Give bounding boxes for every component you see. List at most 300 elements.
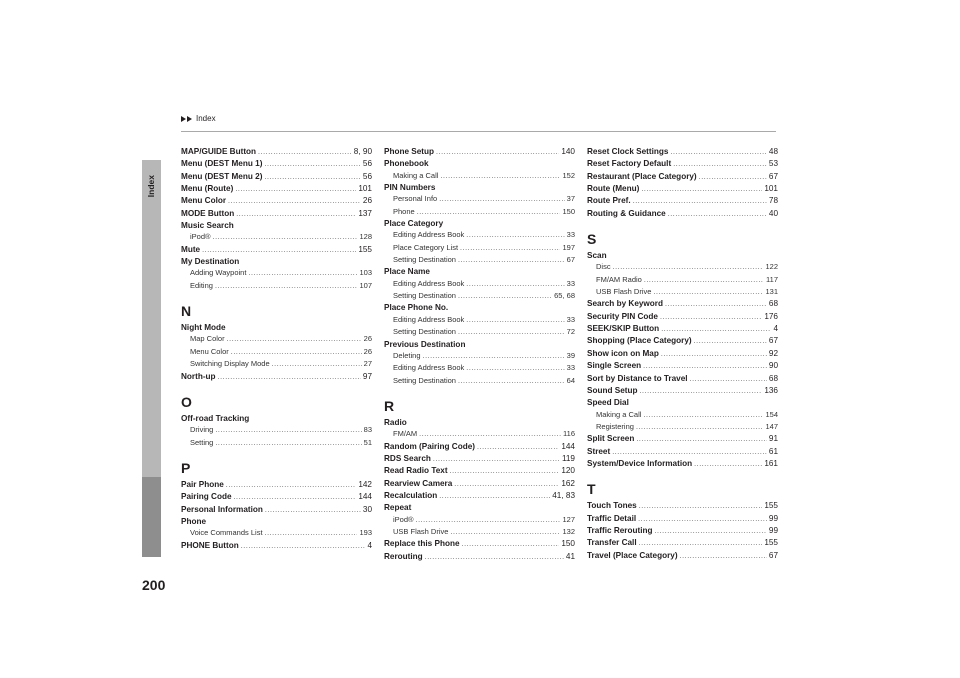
entry-title: Travel (Place Category): [587, 550, 678, 560]
entry-page: 101: [358, 184, 372, 194]
leader-dots: [419, 429, 561, 440]
entry-title: MODE Button: [181, 208, 235, 218]
entry-page: 56: [362, 159, 372, 169]
entry-page: 147: [765, 421, 778, 431]
section-letter: O: [181, 393, 192, 410]
entry-page: 72: [566, 327, 575, 337]
index-subentry[interactable]: [384, 375, 575, 387]
index-subentry[interactable]: [384, 206, 575, 218]
entry-title: FM/AM: [393, 429, 418, 439]
leader-dots: [458, 291, 552, 302]
index-entry[interactable]: [587, 360, 778, 372]
entry-page: 48: [768, 147, 778, 156]
entry-title: USB Flash Drive: [393, 526, 449, 536]
index-subentry[interactable]: [181, 527, 372, 539]
entry-title: Voice Commands List: [190, 528, 263, 538]
index-entry[interactable]: [587, 158, 778, 170]
entry-title: Rearview Camera: [384, 478, 453, 488]
section-letter: T: [587, 481, 596, 498]
double-arrow-icon: [181, 116, 192, 122]
leader-dots: [612, 447, 767, 458]
leader-dots: [423, 351, 565, 362]
entry-title: Place Category List: [393, 242, 459, 252]
breadcrumb: [181, 114, 216, 123]
index-subentry[interactable]: [384, 514, 575, 526]
entry-page: 56: [362, 171, 372, 181]
entry-title: FM/AM Radio: [596, 274, 642, 284]
leader-dots: [661, 349, 767, 360]
leader-dots: [694, 336, 767, 347]
index-subentry[interactable]: [181, 358, 372, 370]
entry-page: 78: [768, 196, 778, 206]
leader-dots: [460, 243, 560, 254]
entry-page: 132: [562, 526, 575, 536]
index-entry[interactable]: [384, 478, 575, 490]
leader-dots: [202, 245, 356, 256]
entry-title: Menu Color: [190, 346, 229, 356]
leader-dots: [213, 232, 358, 243]
leader-dots: [458, 327, 565, 338]
index-subentry[interactable]: [587, 261, 778, 273]
index-entry[interactable]: [181, 146, 372, 158]
entry-page: 136: [764, 385, 778, 395]
leader-dots: [264, 172, 360, 183]
entry-title: North-up: [181, 371, 216, 381]
entry-title: SEEK/SKIP Button: [587, 324, 660, 334]
index-heading: Phonebook: [384, 159, 429, 169]
entry-title: Random (Pairing Code): [384, 441, 475, 451]
leader-dots: [226, 480, 357, 491]
leader-dots: [248, 268, 357, 279]
entry-title: Route (Menu): [587, 184, 640, 194]
entry-title: Switching Display Mode: [190, 359, 270, 369]
entry-title: Personal Information: [181, 504, 263, 514]
leader-dots: [258, 147, 352, 158]
index-subentry[interactable]: [587, 421, 778, 433]
entry-title: Read Radio Text: [384, 466, 448, 476]
entry-title: Driving: [190, 425, 214, 435]
index-entry[interactable]: [587, 550, 778, 562]
entry-title: Phone: [393, 206, 415, 216]
entry-page: 154: [765, 409, 778, 419]
entry-page: 99: [768, 525, 778, 535]
entry-title: Deleting: [393, 350, 421, 360]
leader-dots: [439, 491, 550, 502]
entry-page: 193: [359, 528, 372, 538]
entry-page: 30: [362, 504, 372, 514]
leader-dots: [218, 372, 361, 383]
index-heading: Music Search: [181, 221, 234, 231]
index-entry[interactable]: [587, 513, 778, 525]
index-heading: Scan: [587, 251, 607, 261]
index-heading: Radio: [384, 417, 407, 427]
index-entry[interactable]: [587, 373, 778, 385]
index-entry[interactable]: [181, 371, 372, 383]
entry-page: 150: [562, 206, 575, 216]
leader-dots: [673, 159, 767, 170]
entry-title: Editing: [190, 280, 213, 290]
entry-title: Sort by Distance to Travel: [587, 373, 688, 383]
entry-title: Editing Address Book: [393, 363, 465, 373]
index-entry[interactable]: [384, 490, 575, 502]
entry-page: 41: [565, 551, 575, 561]
entry-title: USB Flash Drive: [596, 287, 652, 297]
entry-page: 197: [562, 242, 575, 252]
leader-dots: [680, 551, 767, 562]
entry-title: Mute: [181, 244, 201, 254]
index-entry[interactable]: [587, 458, 778, 470]
entry-title: Search by Keyword: [587, 299, 663, 309]
entry-title: Sound Setup: [587, 385, 638, 395]
entry-page: 83: [363, 425, 372, 435]
entry-title: Reset Clock Settings: [587, 147, 669, 156]
entry-page: 176: [764, 311, 778, 321]
entry-title: Adding Waypoint: [190, 268, 247, 278]
index-subentry[interactable]: [587, 274, 778, 286]
index-entry[interactable]: [181, 540, 372, 552]
leader-dots: [670, 147, 766, 158]
leader-dots: [425, 552, 564, 563]
entry-page: 117: [766, 274, 778, 284]
leader-dots: [215, 281, 358, 292]
entry-page: 33: [566, 363, 575, 373]
leader-dots: [644, 275, 764, 286]
index-subentry[interactable]: [384, 428, 575, 440]
entry-title: System/Device Information: [587, 458, 693, 468]
leader-dots: [439, 194, 564, 205]
index-entry[interactable]: [384, 551, 575, 563]
index-entry[interactable]: [587, 446, 778, 458]
leader-dots: [643, 410, 763, 421]
page-number: 200: [142, 577, 166, 593]
entry-title: Editing Address Book: [393, 314, 465, 324]
entry-page: 137: [358, 208, 372, 218]
index-entry[interactable]: [587, 195, 778, 207]
entry-title: Transfer Call: [587, 538, 637, 548]
entry-title: Personal Info: [393, 194, 438, 204]
index-column-3: [587, 146, 778, 562]
entry-page: 91: [768, 434, 778, 444]
index-entry[interactable]: [587, 525, 778, 537]
entry-page: 4: [367, 540, 372, 550]
entry-title: Map Color: [190, 334, 225, 344]
entry-page: 26: [363, 334, 372, 344]
leader-dots: [643, 361, 767, 372]
entry-page: 67: [768, 336, 778, 346]
index-entry[interactable]: [587, 311, 778, 323]
index-subentry[interactable]: [384, 229, 575, 241]
index-entry[interactable]: [181, 504, 372, 516]
index-entry[interactable]: [384, 453, 575, 465]
entry-title: Route Pref.: [587, 196, 631, 206]
leader-dots: [653, 287, 763, 298]
leader-dots: [231, 347, 362, 358]
leader-dots: [665, 299, 767, 310]
leader-dots: [466, 279, 564, 290]
entry-title: PHONE Button: [181, 540, 239, 550]
entry-title: Setting Destination: [393, 255, 456, 265]
index-entry[interactable]: [587, 298, 778, 310]
entry-title: Touch Tones: [587, 501, 637, 511]
index-entry[interactable]: [181, 491, 372, 503]
entry-page: 150: [561, 539, 575, 549]
index-entry[interactable]: [587, 183, 778, 195]
leader-dots: [264, 159, 360, 170]
index-entry[interactable]: [181, 158, 372, 170]
index-entry[interactable]: [587, 323, 778, 335]
index-heading: Repeat: [384, 503, 412, 513]
entry-page: 161: [764, 458, 778, 468]
leader-dots: [661, 324, 771, 335]
entry-title: Reset Factory Default: [587, 159, 672, 169]
leader-dots: [690, 374, 767, 385]
index-entry[interactable]: [587, 171, 778, 183]
index-subentry[interactable]: [384, 526, 575, 538]
entry-title: Setting: [190, 437, 214, 447]
entry-title: Pair Phone: [181, 479, 224, 489]
entry-page: 67: [768, 171, 778, 181]
entry-title: Making a Call: [596, 409, 642, 419]
entry-page: 64: [566, 375, 575, 385]
entry-page: 155: [764, 501, 778, 511]
leader-dots: [235, 184, 356, 195]
index-entry[interactable]: [384, 146, 575, 158]
index-column-2: [384, 146, 575, 563]
entry-page: 68: [768, 373, 778, 383]
index-entry[interactable]: [181, 479, 372, 491]
entry-page: 33: [566, 314, 575, 324]
index-subentry[interactable]: [384, 314, 575, 326]
entry-title: Menu (DEST Menu 1): [181, 159, 263, 169]
index-entry[interactable]: [587, 208, 778, 220]
entry-title: Show icon on Map: [587, 348, 659, 358]
leader-dots: [265, 505, 361, 516]
leader-dots: [450, 527, 560, 538]
entry-page: 33: [566, 278, 575, 288]
entry-title: Security PIN Code: [587, 311, 658, 321]
entry-title: RDS Search: [384, 453, 431, 463]
entry-title: Editing Address Book: [393, 278, 465, 288]
entry-title: iPod®: [190, 232, 211, 242]
index-entry[interactable]: [384, 538, 575, 550]
leader-dots: [633, 196, 767, 207]
leader-dots: [236, 209, 356, 220]
leader-dots: [417, 207, 561, 218]
entry-title: Split Screen: [587, 434, 635, 444]
index-subentry[interactable]: [384, 362, 575, 374]
index-entry[interactable]: [181, 171, 372, 183]
leader-dots: [466, 315, 564, 326]
entry-page: 39: [566, 350, 575, 360]
entry-page: 61: [768, 446, 778, 456]
leader-dots: [416, 515, 561, 526]
index-entry[interactable]: [181, 183, 372, 195]
index-entry[interactable]: [587, 146, 778, 158]
index-heading: Night Mode: [181, 323, 226, 333]
entry-page: 26: [362, 196, 372, 206]
index-column-1: [181, 146, 372, 552]
entry-title: Registering: [596, 421, 634, 431]
entry-title: Menu (Route): [181, 184, 234, 194]
entry-page: 131: [765, 287, 778, 297]
index-heading: Place Phone No.: [384, 303, 449, 313]
entry-title: Pairing Code: [181, 492, 232, 502]
index-subentry[interactable]: [587, 286, 778, 298]
index-heading: Place Name: [384, 267, 430, 277]
entry-page: 127: [562, 514, 575, 524]
index-subentry[interactable]: [181, 437, 372, 449]
entry-page: 90: [768, 361, 778, 371]
leader-dots: [655, 526, 767, 537]
entry-title: Setting Destination: [393, 375, 456, 385]
index-subentry[interactable]: [181, 231, 372, 243]
entry-title: Traffic Rerouting: [587, 525, 653, 535]
entry-page: 8, 90: [353, 147, 372, 156]
leader-dots: [440, 171, 560, 182]
entry-page: 122: [765, 262, 778, 272]
section-letter: N: [181, 303, 192, 320]
index-subentry[interactable]: [384, 254, 575, 266]
entry-page: 4: [773, 324, 778, 334]
index-subentry[interactable]: [181, 267, 372, 279]
entry-page: 67: [768, 550, 778, 560]
index-heading: Phone: [181, 516, 207, 526]
entry-page: 144: [561, 441, 575, 451]
section-letter: P: [181, 459, 191, 476]
index-entry[interactable]: [181, 208, 372, 220]
entry-title: Replace this Phone: [384, 539, 460, 549]
entry-page: 97: [362, 371, 372, 381]
entry-page: 33: [566, 230, 575, 240]
leader-dots: [454, 479, 559, 490]
leader-dots: [433, 454, 560, 465]
index-entry[interactable]: [384, 441, 575, 453]
leader-dots: [613, 262, 764, 273]
index-subentry[interactable]: [181, 424, 372, 436]
section-letter: R: [384, 397, 395, 414]
entry-title: Menu (DEST Menu 2): [181, 171, 263, 181]
index-subentry[interactable]: [384, 290, 575, 302]
entry-page: 99: [768, 513, 778, 523]
index-heading: Previous Destination: [384, 339, 466, 349]
entry-page: 37: [566, 194, 575, 204]
entry-page: 155: [358, 244, 372, 254]
entry-title: Setting Destination: [393, 327, 456, 337]
index-subentry[interactable]: [181, 280, 372, 292]
entry-title: Traffic Detail: [587, 513, 637, 523]
index-subentry[interactable]: [384, 170, 575, 182]
entry-page: 103: [359, 268, 372, 278]
side-tab-marker: [142, 477, 161, 557]
index-entry[interactable]: [587, 335, 778, 347]
entry-title: Disc: [596, 262, 611, 272]
index-subentry[interactable]: [384, 242, 575, 254]
index-heading: Place Category: [384, 219, 444, 229]
entry-page: 144: [358, 492, 372, 502]
index-entry[interactable]: [181, 195, 372, 207]
entry-page: 101: [764, 184, 778, 194]
entry-page: 116: [563, 429, 575, 439]
leader-dots: [477, 442, 559, 453]
entry-title: Restaurant (Place Category): [587, 171, 697, 181]
index-entry[interactable]: [587, 537, 778, 549]
entry-title: Phone Setup: [384, 147, 435, 156]
leader-dots: [462, 539, 560, 550]
entry-title: Recalculation: [384, 490, 438, 500]
leader-dots: [636, 434, 767, 445]
index-entry[interactable]: [181, 244, 372, 256]
index-subentry[interactable]: [384, 278, 575, 290]
leader-dots: [458, 376, 565, 387]
leader-dots: [639, 538, 763, 549]
entry-title: Routing & Guidance: [587, 208, 666, 218]
leader-dots: [699, 172, 767, 183]
entry-page: 128: [359, 232, 372, 242]
leader-dots: [638, 514, 767, 525]
entry-title: Menu Color: [181, 196, 227, 206]
leader-dots: [466, 363, 564, 374]
entry-page: 51: [363, 437, 372, 447]
entry-title: Rerouting: [384, 551, 423, 561]
entry-page: 53: [768, 159, 778, 169]
leader-dots: [660, 312, 762, 323]
index-subentry[interactable]: [587, 409, 778, 421]
entry-title: Making a Call: [393, 170, 439, 180]
entry-page: 40: [768, 208, 778, 218]
leader-dots: [215, 425, 361, 436]
leader-dots: [450, 466, 560, 477]
entry-page: 92: [768, 348, 778, 358]
side-tab-label: Index: [146, 175, 156, 198]
index-heading: Speed Dial: [587, 398, 629, 408]
leader-dots: [458, 255, 565, 266]
index-entry[interactable]: [384, 465, 575, 477]
index-subentry[interactable]: [384, 350, 575, 362]
entry-title: Editing Address Book: [393, 230, 465, 240]
index-subentry[interactable]: [384, 326, 575, 338]
leader-dots: [639, 501, 763, 512]
index-entry[interactable]: [587, 500, 778, 512]
leader-dots: [227, 334, 362, 345]
index-heading: My Destination: [181, 257, 240, 267]
entry-page: 162: [561, 478, 575, 488]
index-entry[interactable]: [587, 433, 778, 445]
leader-dots: [639, 386, 762, 397]
entry-page: 27: [363, 359, 372, 369]
index-entry[interactable]: [587, 385, 778, 397]
leader-dots: [636, 422, 764, 433]
entry-page: 107: [359, 280, 372, 290]
entry-title: Shopping (Place Category): [587, 336, 692, 346]
index-entry[interactable]: [587, 348, 778, 360]
leader-dots: [215, 438, 361, 449]
entry-page: 140: [561, 147, 575, 156]
index-heading: Off-road Tracking: [181, 413, 250, 423]
entry-page: 65, 68: [554, 291, 575, 301]
entry-title: MAP/GUIDE Button: [181, 147, 257, 156]
entry-title: Setting Destination: [393, 291, 456, 301]
leader-dots: [436, 147, 559, 158]
index-subentry[interactable]: [181, 346, 372, 358]
index-subentry[interactable]: [384, 193, 575, 205]
index-subentry[interactable]: [181, 333, 372, 345]
leader-dots: [265, 528, 358, 539]
entry-page: 67: [566, 255, 575, 265]
entry-page: 26: [363, 346, 372, 356]
entry-page: 120: [561, 466, 575, 476]
entry-page: 142: [358, 479, 372, 489]
entry-page: 155: [764, 538, 778, 548]
